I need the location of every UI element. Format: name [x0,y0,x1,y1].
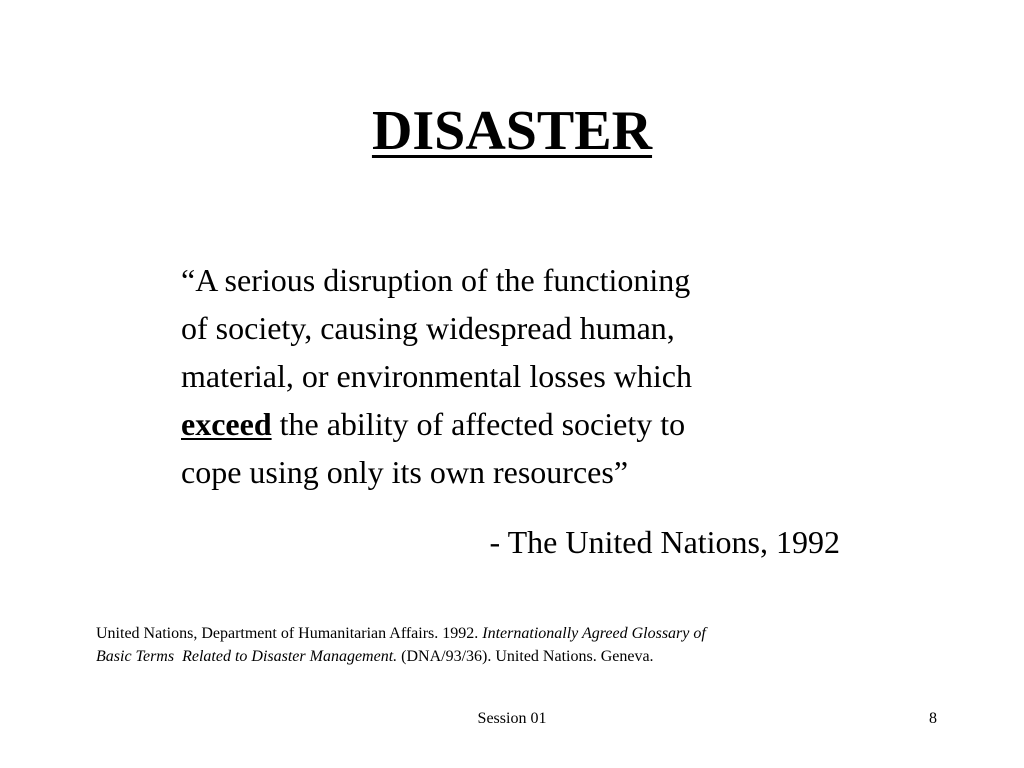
citation-line-2 [96,645,896,668]
definition-quote [181,256,841,496]
quote-attribution: - The United Nations, 1992 [489,524,840,560]
citation-title-part-2: Basic Terms Related to Disaster Management. [96,648,398,665]
slide-page-number: 8 [929,710,937,727]
citation-title-part-1: Internationally Agreed Glossary of [482,625,706,642]
slide-title: DISASTER [371,100,653,162]
quote-line-1: “A serious disruption of the functioning [181,262,691,298]
citation-publisher: (DNA/93/36). United Nations. Geneva. [397,648,654,665]
citation-line-1 [96,622,896,645]
quote-line-4-rest: the ability of affected society to [271,406,686,442]
footer-session-label: Session 01 [477,710,547,727]
quote-line-3: material, or environmental losses which [181,358,692,394]
quote-emphasis-word: exceed [181,406,272,442]
citation-authors: United Nations, Department of Humanitarian Affairs. 1992. [96,625,483,642]
quote-line-2: of society, causing widespread human, [181,310,675,346]
quote-line-4 [181,400,841,448]
quote-line-5: cope using only its own resources” [181,454,629,490]
citation-reference [96,622,896,668]
